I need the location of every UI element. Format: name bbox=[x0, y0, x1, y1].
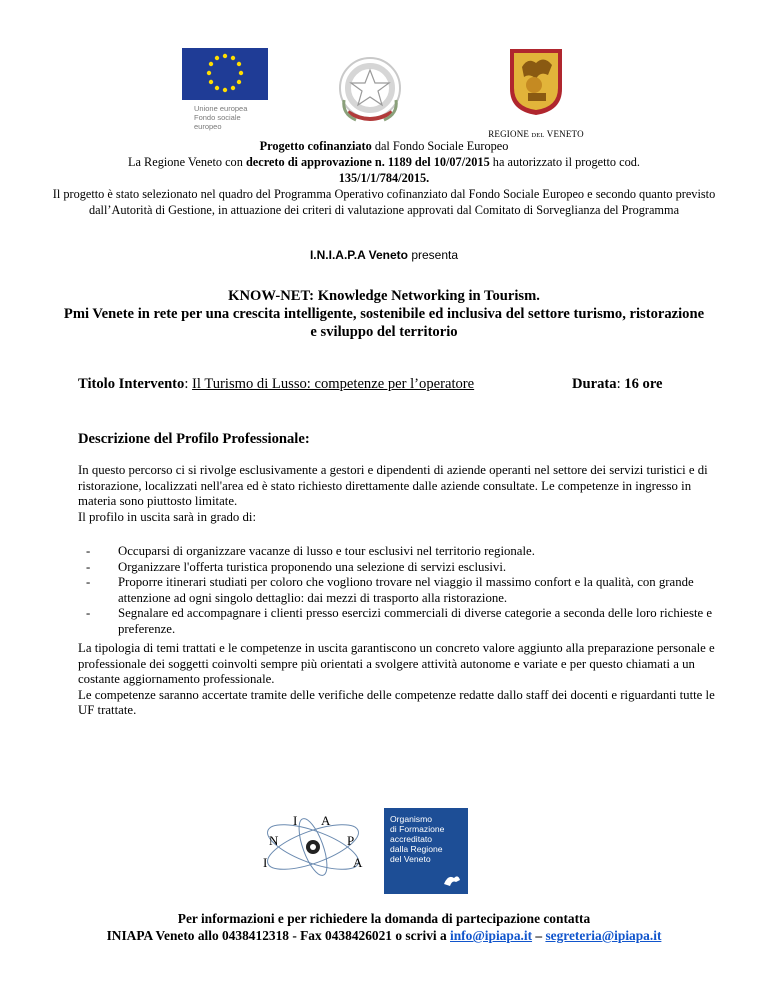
accreditation-badge bbox=[384, 808, 468, 894]
winged-lion-icon bbox=[504, 45, 568, 117]
veneto-caption-c: VENETO bbox=[546, 129, 584, 139]
contact-dash: – bbox=[532, 928, 546, 943]
profile-heading: Descrizione del Profilo Professionale: bbox=[78, 431, 310, 447]
accr-line: del Veneto bbox=[390, 854, 431, 864]
list-item: - Proporre itinerari studiati per coloro che vogliono trovare nel viaggio il massimo confort e la qualità, con grande attenzione ad ogni singolo dettaglio: dai mezzi di trasporto alla ristorazione. bbox=[78, 575, 718, 606]
eu-fse-logo bbox=[180, 47, 270, 131]
title-line-1: KNOW-NET: Knowledge Networking in Tourism. bbox=[228, 288, 540, 304]
closing-paragraph-1: La tipologia di temi trattati e le competenze in uscita garantiscono un concreto valore aggiunto alla preparazione personale e professionale dei soggetti coinvolti sempre più orientati a svolgere attività autonome e variate e per questo chiamati a un costante aggiornamento professionale. bbox=[78, 641, 715, 687]
iniapa-letter-i2: I bbox=[263, 855, 268, 870]
intro-block bbox=[20, 138, 748, 218]
iniapa-letter-p: P bbox=[347, 833, 355, 848]
project-title bbox=[60, 287, 708, 341]
durata-line bbox=[572, 376, 663, 393]
intervento-line bbox=[78, 376, 474, 393]
iniapa-letter-a2: A bbox=[353, 855, 363, 870]
contact-line-1: Per informazioni e per richiedere la domanda di partecipazione contatta bbox=[177, 911, 591, 926]
intervento-label: Titolo Intervento bbox=[78, 376, 185, 392]
eu-caption-2: Fondo sociale europeo bbox=[194, 113, 241, 131]
italian-republic-emblem-icon bbox=[330, 50, 410, 130]
intro-l3-bold: 135/1/1/784/2015. bbox=[338, 171, 430, 185]
accr-line: Organismo bbox=[390, 814, 433, 824]
intervento-sep: : bbox=[184, 376, 193, 392]
accr-line: dalla Regione bbox=[390, 844, 443, 854]
closing-block bbox=[78, 641, 718, 719]
iniapa-letter-n: N bbox=[269, 833, 279, 848]
profile-description-block bbox=[78, 463, 718, 525]
intervento-value: Il Turismo di Lusso: competenze per l’operatore bbox=[192, 376, 475, 392]
intro-l2-pre: La Regione Veneto con bbox=[128, 155, 246, 169]
intro-l1-bold: Progetto cofinanziato bbox=[259, 139, 372, 153]
profile-description: In questo percorso ci si rivolge esclusivamente a gestori e dipendenti di aziende operanti nel settore dei servizi turistici e di ristorazione, localizzati nell'area ed è stato richiesto direttamente dalle aziende consultate. Le competenze in ingresso in materia sono piuttosto limitate. bbox=[78, 463, 708, 509]
regione-veneto-logo bbox=[488, 45, 584, 145]
intro-l2-bold: decreto di approvazione n. 1189 del 10/07/2015 bbox=[245, 155, 490, 169]
profile-exit-intro: Il profilo in uscita sarà in grado di: bbox=[78, 509, 257, 524]
durata-value: 16 ore bbox=[624, 376, 663, 392]
presenter-line bbox=[0, 248, 768, 262]
iniapa-logo bbox=[253, 803, 371, 883]
iniapa-letter-i: I bbox=[293, 813, 298, 828]
intro-l1-rest: dal Fondo Sociale Europeo bbox=[371, 139, 509, 153]
contact-line-2: INIAPA Veneto allo 0438412318 - Fax 0438426021 o scrivi a bbox=[106, 928, 451, 943]
accr-line: di Formazione bbox=[390, 824, 445, 834]
list-item: - Segnalare ed accompagnare i clienti presso esercizi commerciali di diverse categorie a seconda delle loro richieste e preferenze. bbox=[78, 606, 718, 637]
durata-sep: : bbox=[616, 376, 625, 392]
eu-flag-icon bbox=[182, 48, 268, 100]
list-item: - Organizzare l'offerta turistica proponendo una selezione di servizi esclusivi. bbox=[78, 560, 718, 576]
eu-caption-1: Unione europea bbox=[194, 104, 248, 113]
email-info-link[interactable]: info@ipiapa.it bbox=[450, 928, 533, 943]
accr-line: accreditato bbox=[390, 834, 433, 844]
intro-l2-rest: ha autorizzato il progetto cod. bbox=[489, 155, 640, 169]
email-segreteria-link[interactable]: segreteria@ipiapa.it bbox=[545, 928, 662, 943]
title-line-2: Pmi Venete in rete per una crescita intelligente, sostenibile ed inclusiva del settore turismo, ristorazione e sviluppo del territorio bbox=[63, 306, 705, 340]
veneto-caption-b: DEL bbox=[531, 132, 545, 139]
list-item: - Occuparsi di organizzare vacanze di lusso e tour esclusivi nel territorio regionale. bbox=[78, 544, 718, 560]
contact-block bbox=[0, 910, 768, 944]
intro-l4: Il progetto è stato selezionato nel quadro del Programma Operativo cofinanziato dal Fondo Sociale Europeo e secondo quanto previsto dall’Autorità di Gestione, in attuazione dei criteri di valutazione approvati dal Comitato di Sorveglianza del Programma bbox=[52, 187, 716, 217]
veneto-caption-a: REGIONE bbox=[488, 129, 530, 139]
profile-skills-list bbox=[78, 544, 718, 638]
presenter-verb: presenta bbox=[407, 248, 459, 262]
iniapa-letter-a: A bbox=[321, 813, 331, 828]
durata-label: Durata bbox=[572, 376, 617, 392]
presenter-name: I.N.I.A.P.A Veneto bbox=[309, 248, 408, 262]
closing-paragraph-2: Le competenze saranno accertate tramite delle verifiche delle competenze redatte dallo staff dei docenti e riguardanti tutte le UF trattate. bbox=[78, 687, 715, 718]
lion-icon bbox=[442, 872, 462, 888]
